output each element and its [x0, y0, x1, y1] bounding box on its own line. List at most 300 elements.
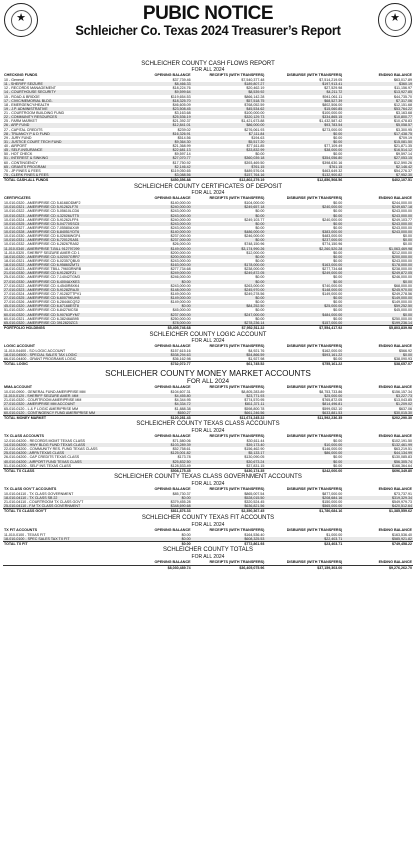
amount-cell: $54,866.59 — [192, 353, 266, 357]
amount-cell: $249,278.56 — [392, 291, 412, 296]
amount-cell: $45,000.00 — [172, 308, 191, 313]
amount-cell: $200,000.00 — [122, 255, 192, 259]
amount-cell: $237,000.00 — [122, 313, 192, 317]
amount-cell: $811,876.33 — [122, 509, 192, 514]
amount-cell: $37,739.46 — [172, 78, 191, 82]
account-group-label: TX CLASS ACCOUNTS — [4, 433, 45, 438]
account-name: 17 - CIVIC/MEMORIAL BLDG. — [3, 99, 122, 103]
amount-cell: $10,000.00 — [265, 443, 343, 447]
account-name: 60-010-0320 - AMERIPRISE CD 5-90763PYM7 — [3, 313, 122, 317]
amount-cell: $4,344.95 — [174, 398, 191, 403]
amount-cell: $11,156.97 — [394, 86, 412, 91]
amount-cell: $149,000.00 — [122, 247, 192, 251]
amount-cell: $0.00 — [192, 222, 266, 226]
amount-cell: $246,000.00 — [170, 275, 191, 280]
amount-cell: $68,527.39 — [265, 99, 343, 103]
account-name: 10-010-0327 - AMERIPRISE CD 7-05580AX49 — [4, 225, 79, 230]
amount-cell: $148,000.00 — [265, 288, 343, 292]
amount-cell: $761.15 — [192, 165, 266, 169]
amount-cell: $650.27 — [122, 411, 192, 416]
amount-cell: $30,015.30 — [343, 411, 413, 416]
report-section — [3, 421, 413, 473]
amount-cell: $0.00 — [265, 222, 343, 226]
amount-cell: $25,000.00 — [265, 304, 343, 308]
amount-cell: $486,000.00 — [192, 230, 266, 234]
amount-cell: $38,090.93 — [394, 357, 412, 362]
section-period: FOR ALL 2024 — [191, 67, 225, 73]
account-name: 18-010-04500 - SPECIAL SALES TAX LOGIC — [3, 353, 122, 357]
amount-cell: $1,000.00 — [326, 532, 343, 537]
amount-cell: $9,597.14 — [174, 152, 191, 157]
amount-cell: $0.00 — [265, 132, 343, 136]
amount-cell: $0.00 — [333, 357, 343, 362]
amount-cell: $38,657.07 — [343, 362, 413, 367]
amount-cell: $0.00 — [333, 316, 343, 321]
amount-cell: $320,524.45 — [244, 500, 265, 505]
amount-cell: $16,514.12 — [343, 148, 413, 152]
account-name: 18-010-04110 - TX CLASS SB 22 — [3, 496, 122, 500]
amount-cell: $1,780,684.16 — [265, 509, 343, 514]
account-name: 65-010-0320 - AMERIPRISE CD 3912820ZC3 — [3, 321, 122, 326]
section-title: SCHLEICHER COUNTY TEXAS CLASS GOVERNMENT ACCOUNTS — [114, 474, 302, 481]
amount-cell: $941,061.11 — [322, 94, 343, 99]
amount-cell: $30,673.24 — [192, 460, 266, 464]
amount-cell: $7,111.84 — [192, 132, 266, 136]
amount-cell: $189,807.27 — [192, 82, 266, 86]
amount-cell: $243,000.00 — [170, 225, 191, 230]
amount-cell: $1,063,469.98 — [343, 247, 413, 251]
amount-cell: $39,173.40 — [192, 443, 266, 447]
amount-cell: $102,191.50 — [392, 438, 412, 443]
amount-cell: $130,090.05 — [244, 455, 265, 460]
account-name: 27 - CAPITAL CREDITS — [4, 127, 43, 132]
column-header-disburse: DISBURSE (WITH TRANSFERS) — [286, 344, 343, 348]
amount-cell: $8,466.33 — [122, 82, 192, 86]
amount-cell: $278,236.14 — [192, 321, 266, 326]
amount-cell: $243,000.00 — [392, 258, 412, 263]
report-section — [3, 61, 413, 183]
column-header-opening: OPENING BALANCE — [154, 196, 191, 201]
section-title: SCHLEICHER COUNTY CERTIFICATES OF DEPOSIT — [133, 183, 283, 190]
account-name: 51 - INTEREST & SINKING — [3, 156, 122, 160]
report-title: Schleicher Co. Texas 2024 Treasurer’s Report — [75, 23, 341, 38]
amount-cell: $200,000.00 — [343, 255, 413, 259]
amount-cell: $173.78 — [177, 455, 191, 460]
amount-cell: $18,325.70 — [122, 99, 192, 103]
amount-cell: $68,000.00 — [394, 283, 412, 288]
section-title: SCHLEICHER COUNTY TEXAS CLASS ACCOUNTS — [136, 421, 280, 428]
column-header-ending: ENDING BALANCE — [378, 486, 412, 491]
ledger-table — [3, 196, 413, 330]
amount-cell: $21,392.37 — [172, 119, 191, 124]
amount-cell: $208,684.16 — [265, 496, 343, 500]
amount-cell: $84,252.50 — [192, 304, 266, 308]
amount-cell: $2,146.42 — [122, 165, 192, 169]
total-row — [3, 325, 413, 330]
account-name: 11-010-0340 - AMERIPRISE T-BILL 912797J99 — [3, 247, 122, 251]
amount-cell: $0.00 — [265, 140, 343, 144]
amount-cell: $26,000.00 — [172, 242, 191, 247]
section-title: SCHLEICHER COUNTY TOTALS — [163, 547, 253, 554]
amount-cell: $149,000.00 — [343, 296, 413, 300]
county-seal-right — [378, 3, 412, 37]
amount-cell: $12,590.26 — [394, 160, 412, 165]
amount-cell: $0.00 — [333, 201, 343, 206]
amount-cell: $237,000.00 — [122, 238, 192, 242]
amount-cell: $163,000.00 — [122, 263, 192, 267]
account-name: 21-010-0320 - COURTROOM AMERIPRISE MM — [4, 398, 82, 403]
amount-cell: $157,615.16 — [170, 349, 191, 353]
amount-cell: $18,224.76 — [172, 86, 191, 91]
amount-cell: $149,000.00 — [170, 300, 191, 305]
amount-cell: $37,159,303.00 — [265, 565, 343, 570]
amount-cell: $765,872.05 — [322, 398, 343, 403]
amount-cell: $243,000.00 — [170, 258, 191, 263]
amount-cell: $814,496.81 — [265, 402, 343, 406]
amount-cell: $0.00 — [192, 255, 266, 259]
column-header-disburse: DISBURSE (WITH TRANSFERS) — [286, 433, 343, 438]
amount-cell: $44,134.99 — [343, 451, 413, 455]
amount-cell: $27,053.15 — [343, 156, 413, 160]
account-name: 22 - COMMUNITY RESOURCES — [3, 115, 122, 119]
amount-cell: $748,150.96 — [244, 242, 265, 247]
column-header-opening: OPENING BALANCE — [154, 385, 191, 390]
amount-cell: $633,881.53 — [265, 411, 343, 416]
section-period: FOR ALL 2024 — [191, 338, 225, 344]
amount-cell: $12,802,279.19 — [192, 178, 266, 183]
amount-cell: $237,000.00 — [265, 238, 343, 242]
amount-cell: $9,364.30 — [122, 140, 192, 144]
amount-cell: $598,800.78 — [244, 406, 265, 411]
account-name: 10-010-0322 - AMERIPRISE CD 5-05610LCD6 — [4, 209, 80, 214]
amount-cell: $319,329.34 — [343, 496, 413, 500]
account-name: 26 - ARP FUND — [3, 123, 122, 127]
amount-cell: $398,630.16 — [322, 160, 343, 165]
amount-cell: $249,000.00 — [265, 271, 343, 275]
section-period: FOR ALL 2024 — [191, 480, 225, 487]
amount-cell: $12,850,508.56 — [265, 178, 343, 183]
amount-cell: $360.19 — [343, 82, 413, 86]
total-row — [3, 541, 413, 546]
amount-cell: $0.00 — [255, 300, 265, 305]
column-header-opening: OPENING BALANCE — [154, 433, 191, 438]
account-name: 11 - SHERIFF SEIZURE — [3, 82, 122, 86]
account-name: 12 - RECORDS MANAGEMENT — [4, 86, 56, 91]
amount-cell: $149,000.00 — [170, 291, 191, 296]
amount-cell: $8,030,489.74 — [122, 565, 192, 570]
amount-cell: $637.06 — [399, 406, 412, 411]
account-name: 10-010-0328 - AMERIPRISE CD 6-84051YDT6 — [3, 230, 122, 234]
account-name: 10-010-0320 - AMERIPRISE CD 5-6168ODMF2 — [4, 201, 81, 206]
amount-cell: $157,764.16 — [192, 173, 266, 178]
amount-cell: $12,000.00 — [246, 250, 265, 255]
amount-cell: $420,512.64 — [343, 504, 413, 509]
amount-cell: $240,000.00 — [322, 217, 343, 222]
amount-cell: $740,000.00 — [322, 283, 343, 288]
amount-cell: $0.00 — [255, 275, 265, 280]
amount-cell: $53,764.22 — [343, 107, 413, 111]
account-name: 11-010-0320 - SHERIFF SEIZURE AMER CD 1 — [4, 250, 80, 255]
amount-cell: $238,000.00 — [244, 267, 265, 272]
account-name: 18-010-0100 - SPEC SALES TAX TX FIT — [3, 537, 122, 542]
amount-cell: $149,000.00 — [322, 291, 343, 296]
amount-cell: $334,865.15 — [265, 115, 343, 119]
amount-cell: $163,536.40 — [392, 532, 412, 537]
amount-cell: $599,052.10 — [322, 406, 343, 411]
amount-cell: $348,690.68 — [122, 504, 192, 509]
account-name: 10 - General — [4, 78, 24, 82]
amount-cell: $17,750.92 — [172, 160, 191, 165]
amount-cell: $1,927.98 — [248, 357, 265, 362]
amount-cell: $149,000.00 — [392, 300, 412, 305]
amount-cell: $166,364.64 — [392, 463, 412, 468]
amount-cell: $0.00 — [333, 209, 343, 214]
amount-cell: $249,103.77 — [392, 217, 412, 222]
amount-cell: $768,052.59 — [244, 102, 265, 107]
account-name — [3, 565, 122, 570]
amount-cell: $0.00 — [255, 152, 265, 157]
amount-cell: $23,403.71 — [265, 541, 343, 546]
amount-cell: $585,921.82 — [343, 537, 413, 542]
amount-cell: $85,730.37 — [172, 491, 191, 496]
amount-cell: $430,174.35 — [192, 468, 266, 473]
amount-cell: $21,368.99 — [172, 144, 191, 148]
amount-cell: $877,000.00 — [322, 491, 343, 496]
total-row — [3, 468, 413, 473]
amount-cell: $0.00 — [333, 250, 343, 255]
amount-cell: $5,517.20 — [192, 140, 266, 144]
amount-cell: $865,007.54 — [244, 491, 265, 496]
amount-cell: $0.00 — [333, 300, 343, 305]
ledger-table — [3, 560, 413, 570]
column-header-disburse: DISBURSE (WITH TRANSFERS) — [286, 559, 343, 564]
amount-cell: $9,599.64 — [122, 90, 192, 94]
amount-cell: $239.02 — [177, 127, 191, 132]
column-header-opening: OPENING BALANCE — [154, 486, 191, 491]
amount-cell: $450,356.88 — [122, 178, 192, 183]
amount-cell: $240,000.00 — [170, 217, 191, 222]
amount-cell: $0.00 — [122, 541, 192, 546]
column-header-receipts: RECEIPTS (WITH TRANSFERS) — [209, 196, 265, 201]
account-name: 11-010-0100 - TEXAS FIT — [4, 532, 46, 537]
ledger-table — [3, 385, 413, 420]
amount-cell: $0.00 — [333, 438, 343, 443]
account-name: 10-010-0321 - AMERIPRISE CD 5-91262LF70 — [3, 205, 122, 209]
section-title: SCHLEICHER COUNTY MONEY MARKET ACCOUNTS — [105, 368, 311, 378]
amount-cell: $57,518.75 — [192, 99, 266, 103]
amount-cell: $9,276,262.70 — [343, 565, 413, 570]
report-section — [3, 332, 413, 367]
column-header-receipts: RECEIPTS (WITH TRANSFERS) — [209, 73, 265, 77]
amount-cell: $140,000.00 — [170, 201, 191, 206]
amount-cell: $1,209.02 — [343, 402, 413, 406]
account-name: 11-010-0120 - SHERIFF SEIZURE AMER. MM — [3, 394, 122, 398]
amount-cell: $44,735.70 — [394, 94, 412, 99]
amount-cell: $59,252.50 — [343, 304, 413, 308]
ledger-table — [3, 344, 413, 367]
seal-star-icon: ★ — [16, 12, 26, 24]
report-section — [3, 547, 413, 570]
amount-cell: $755,161.22 — [265, 362, 343, 367]
amount-cell: $202,290.30 — [343, 415, 413, 420]
amount-cell: $277,734.68 — [170, 267, 191, 272]
column-header-opening: OPENING BALANCE — [154, 527, 191, 532]
column-header-ending: ENDING BALANCE — [378, 344, 412, 348]
account-name: 60 - CONTINGENCY — [4, 160, 38, 165]
account-name: 45-010-0320 - AMERIPRISE CD 6-67168EST8 — [3, 304, 122, 308]
section-period: FOR ALL 2024 — [191, 190, 225, 197]
section-title: SCHLEICHER COUNTY LOGIC ACCOUNT — [149, 331, 267, 338]
amount-cell: $23,508.45 — [122, 107, 192, 111]
amount-cell: $277,734.68 — [322, 267, 343, 272]
account-name: 27-010-0322 - AMERIPRISE CD 4-4540R8XK4 — [4, 283, 80, 288]
column-header-ending: ENDING BALANCE — [378, 433, 412, 438]
amount-cell: $243,000.00 — [343, 222, 413, 226]
account-name: 26-010-04200 - CAP CREDITS TEXAS CLASS — [4, 455, 80, 460]
account-name: 22-010-04200 - COMMUNITY RES. FUND TEXAS CLASS — [4, 447, 98, 452]
amount-cell: $200,000.00 — [170, 250, 191, 255]
amount-cell: $360,039.18 — [192, 156, 266, 160]
account-name: 31 - JUSTICE COURT TECH FUND — [3, 140, 122, 144]
amount-cell: $54,276.37 — [394, 168, 412, 173]
amount-cell: $16,326.91 — [122, 132, 192, 136]
column-header-receipts: RECEIPTS (WITH TRANSFERS) — [209, 486, 265, 491]
amount-cell: $749,458.22 — [343, 541, 413, 546]
amount-cell: $3,088.56 — [122, 173, 192, 178]
amount-cell: $132,461.99 — [343, 443, 413, 447]
amount-cell: $709.19 — [399, 135, 412, 140]
amount-cell: $249,872.05 — [343, 271, 413, 275]
amount-cell: $5,803,839.98 — [343, 325, 413, 330]
amount-cell: $27,529.98 — [324, 86, 343, 91]
account-name: TOTAL LOGIC — [3, 362, 122, 367]
amount-cell: $243,000.00 — [343, 214, 413, 218]
amount-cell: $0.00 — [192, 238, 266, 242]
amount-cell: $0.00 — [265, 214, 343, 218]
amount-cell: $2,146.42 — [343, 165, 413, 169]
amount-cell: $245,970.00 — [192, 288, 266, 292]
column-header-disburse: DISBURSE (WITH TRANSFERS) — [286, 486, 343, 491]
section-period: FOR ALL 2024 — [191, 553, 225, 560]
amount-cell: $30,611.44 — [246, 438, 265, 443]
amount-cell: $514.56 — [177, 135, 191, 140]
amount-cell: $3,300.95 — [396, 127, 412, 132]
notice-header — [0, 0, 416, 44]
amount-cell: $0.00 — [403, 234, 412, 239]
account-name: 28 - TRUANCY P & D FUND — [3, 132, 122, 136]
amount-cell: $33,832.99 — [192, 148, 266, 152]
amount-cell: $52,758.61 — [172, 447, 191, 452]
amount-cell: $7,514,219.05 — [319, 78, 343, 82]
amount-cell: $130,085.83 — [392, 455, 412, 460]
account-name: 65 - GRANTS PROGRAM — [3, 165, 122, 169]
section-period: FOR ALL 2024 — [191, 521, 225, 528]
amount-cell: $36,162.98 — [172, 357, 191, 362]
amount-cell: $243,000.00 — [392, 209, 412, 214]
account-name: 27-010-0324 - AMERIPRISE CD 7-91282TTPV1 — [4, 291, 82, 296]
amount-cell: $156,157.34 — [392, 390, 412, 395]
amount-cell: $7,317.06 — [343, 99, 413, 103]
amount-cell: $150,000.00 — [322, 500, 343, 505]
account-name: 51-010-04200 - SELF INS TEXAS CLASS — [4, 463, 72, 468]
amount-cell: $608,325.53 — [192, 537, 266, 542]
account-name: 45 - SELF-INSURANCE — [3, 148, 122, 152]
amount-cell: $17,438.75 — [343, 132, 413, 136]
amount-cell: $45,000.00 — [394, 308, 412, 313]
amount-cell: $120,281.43 — [122, 415, 192, 420]
amount-cell: $383,000.00 — [265, 230, 343, 234]
amount-cell: $63,017.89 — [394, 78, 412, 82]
amount-cell: $772,861.93 — [192, 541, 266, 546]
amount-cell: $9,597.14 — [396, 152, 412, 157]
amount-cell: $354,056.80 — [265, 156, 343, 160]
amount-cell: $4,211.72 — [265, 90, 343, 94]
amount-cell: $162,000.00 — [322, 349, 343, 353]
amount-cell: $696,349.80 — [343, 468, 413, 473]
amount-cell: $100,000.00 — [322, 111, 343, 115]
column-header-opening: OPENING BALANCE — [154, 559, 191, 564]
account-name: 27-010-0330 - AMERIPRISE CD 6-4004AXKE3 — [3, 280, 122, 284]
amount-cell: $157,000.00 — [265, 321, 343, 326]
amount-cell: $4,334.72 — [122, 402, 192, 406]
ledger-table — [3, 487, 413, 514]
amount-cell: $15,060.85 — [265, 107, 343, 111]
amount-cell: $2,350,367.45 — [192, 509, 266, 514]
amount-cell: $244,000.00 — [392, 201, 412, 206]
account-name: 60-010-0321 - AMERIPRISE CD 6-38246AB95 — [4, 316, 79, 321]
amount-cell: $20,462.19 — [246, 86, 265, 91]
amount-cell: $22,403.71 — [265, 537, 343, 542]
account-name: 21 - COURTROOM BUILDING FUND — [4, 111, 65, 115]
amount-cell: $8,805,283.89 — [241, 390, 265, 395]
amount-cell: $0.00 — [265, 255, 343, 259]
amount-cell: $3,163.68 — [396, 111, 412, 115]
amount-cell: $146,000.00 — [322, 447, 343, 452]
amount-cell: $1,385,559.62 — [343, 509, 413, 514]
amount-cell: $0.00 — [192, 280, 266, 284]
amount-cell: $7,952,511.22 — [192, 325, 266, 330]
account-group-label: TX FIT ACCOUNTS — [4, 527, 38, 532]
amount-cell: $104,000.00 — [244, 201, 265, 206]
column-header-disburse: DISBURSE (WITH TRANSFERS) — [286, 73, 343, 77]
amount-cell: $0.00 — [265, 460, 343, 464]
amount-cell: $566.92 — [399, 349, 412, 353]
amount-cell: $273,000.00 — [322, 127, 343, 132]
total-row — [3, 509, 413, 514]
amount-cell: $38,000.00 — [265, 148, 343, 152]
amount-cell: $484,000.00 — [265, 313, 343, 317]
account-name: 10-010-0324 - AMERIPRISE CD 5-91262LFP4 — [4, 217, 79, 222]
amount-cell: $7,554,417.92 — [265, 325, 343, 330]
amount-cell: $237,000.00 — [170, 234, 191, 239]
amount-cell: $489,576.04 — [244, 168, 265, 173]
amount-cell: $149,000.00 — [122, 296, 192, 300]
amount-cell: $0.00 — [192, 214, 266, 218]
account-name: 70 - JP FINES & FEES — [4, 168, 41, 173]
amount-cell: $25,000.00 — [265, 394, 343, 398]
section-period: FOR ALL 2024 — [186, 378, 230, 386]
account-name: TOTAL TX CLASS — [3, 468, 122, 473]
column-header-receipts: RECEIPTS (WITH TRANSFERS) — [209, 344, 265, 348]
report-section — [3, 474, 413, 513]
ledger-table — [3, 434, 413, 473]
account-name: 10-010-0325 - AMERIPRISE CD 5-04770SSC5 — [3, 222, 122, 226]
amount-cell: $402,107.51 — [343, 178, 413, 183]
total-row — [3, 362, 413, 367]
amount-cell: $78,000.00 — [122, 321, 192, 326]
amount-cell: $0.00 — [333, 258, 343, 263]
account-name: 25-010-04110 - F.M TX CLASS GOVERNMENT — [3, 504, 122, 509]
